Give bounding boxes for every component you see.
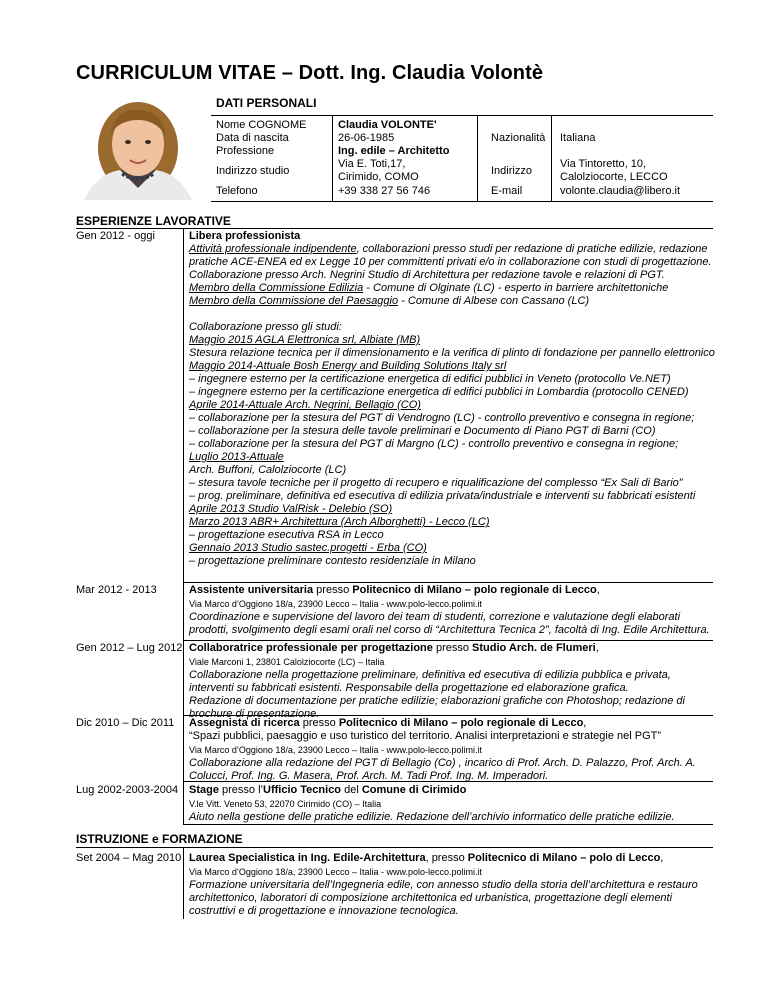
entry-title: Collaboratrice professionale per progettazione [189, 642, 433, 654]
study-address-line-2: Cirimido, COMO [338, 171, 419, 183]
entry-text: Maggio 2015 AGLA Elettronica srl, Albiate (MB) [189, 334, 421, 346]
entry-text: Colucci, Prof. Ing. G. Masera, Prof. Arch. M. Tadi Prof. Ing. M. Imperadori. [189, 770, 549, 782]
address-line-1: Via Tintoretto, 10, [560, 158, 647, 170]
entry-address: V.le Vitt. Veneto 53, 22070 Cirimido (CO) – Italia [189, 799, 382, 809]
entry-title: Comune di Cirimido [361, 784, 467, 796]
experience-date: Gen 2012 – Lug 2012 [76, 642, 183, 654]
entry-text: Collaborazione alla redazione del PGT di Bellagio (Co) , incarico di Prof. Arch. D. Palazzo, Prof. Arch. A. [189, 757, 696, 769]
entry-text: Collaborazione presso Arch. Negrini Studio di Architettura per redazione tavole e relazioni di PGT. [189, 269, 665, 281]
entry-text: Membro della Commissione Edilizia [189, 282, 364, 294]
address-line-2: Calolziocorte, LECCO [560, 171, 668, 183]
name-label: Nome COGNOME [216, 119, 307, 131]
entry-text: – collaborazione per la stesura delle tavole preliminari e Documento di Piano PGT di Barni (CO) [189, 425, 656, 437]
entry-address: Via Marco d’Oggiono 18/a, 23900 Lecco – Italia - www.polo-lecco.polimi.it [189, 867, 482, 877]
phone-value: +39 338 27 56 746 [338, 185, 431, 197]
entry-text: Aiuto nella gestione delle pratiche edilizie. Redazione dell’archivio informatico delle pratiche edilizie. [189, 811, 675, 823]
entry-text: Membro della Commissione del Paesaggio [189, 295, 399, 307]
entry-text: – ingegnere esterno per la certificazione energetica di edifici pubblici in Lombardia (protocollo CENED) [189, 386, 689, 398]
experience-entry [189, 230, 715, 568]
entry-title: Studio Arch. de Flumeri [472, 642, 596, 654]
entry-text: – stesura tavole tecniche per il progetto di recupero e riqualificazione del complesso “Ex Sali di Bario” [189, 477, 683, 489]
profession-value: Ing. edile – Architetto [338, 145, 450, 157]
entry-text: – progettazione esecutiva RSA in Lecco [189, 529, 384, 541]
section-divider [76, 228, 713, 229]
entry-text: – progettazione preliminare contesto residenziale in Milano [189, 555, 476, 567]
name-value: Claudia VOLONTE' [338, 119, 437, 131]
entry-text: Luglio 2013-Attuale [189, 451, 284, 463]
row-divider [183, 781, 713, 782]
entry-text: – collaborazione per la stesura del PGT di Margno (LC) - controllo preventivo e consegna in regione; [189, 438, 679, 450]
profile-photo [76, 96, 200, 200]
entry-text: brochure di presentazione. [189, 708, 320, 720]
experience-entry [189, 717, 711, 783]
entry-text: Collaborazione presso gli studi: [189, 321, 342, 333]
phone-label: Telefono [216, 185, 258, 197]
education-date: Set 2004 – Mag 2010 [76, 852, 182, 864]
personal-data-heading: DATI PERSONALI [216, 96, 317, 110]
entry-text: Arch. Buffoni, Calolziocorte (LC) [189, 464, 347, 476]
entry-title: del [341, 784, 362, 796]
birth-label: Data di nascita [216, 132, 289, 144]
experience-entry [189, 784, 711, 824]
nationality-value: Italiana [560, 132, 596, 144]
experience-heading: ESPERIENZE LAVORATIVE [76, 214, 231, 228]
entry-text: Collaborazione nella progettazione preliminare, definitiva ed esecutiva di edilizia pubblica e privata, [189, 669, 671, 681]
entry-title: , [660, 852, 664, 864]
entry-text: prodotti, svolgimento degli esami orali nel corso di “Architettura Tecnica 2”, facoltà di Ing. Edile Architettura. [189, 624, 710, 636]
experience-date: Dic 2010 – Dic 2011 [76, 717, 175, 729]
entry-text: Formazione universitaria dell’Ingegneria edile, con annesso studio della storia dell’architettura e restauro [189, 879, 698, 891]
email-value: volonte.claudia@libero.it [560, 185, 681, 197]
entry-title: Assegnista di ricerca [189, 717, 300, 729]
entry-text: pratiche ACE-ENEA ed ex Legge 10 per committenti privati e/o in collaborazione con studi di progettazione. [189, 256, 712, 268]
entry-text: – collaborazione per la stesura del PGT di Vendrogno (LC) - controllo preventivo e consegna in regione; [189, 412, 695, 424]
experience-date: Gen 2012 - oggi [76, 230, 155, 242]
entry-text: Coordinazione e supervisione del lavoro dei team di studenti, correzione e valutazione degli elaborati [189, 611, 681, 623]
entry-text: Stesura relazione tecnica per il dimensionamento e la verifica di plinto di fondazione per pannello elettronico [189, 347, 715, 359]
entry-title: presso [313, 584, 353, 596]
email-label: E-mail [491, 185, 523, 197]
entry-title: presso l’ [218, 784, 263, 796]
row-divider [183, 582, 713, 583]
entry-title: , [583, 717, 587, 729]
entry-text: Attività professionale indipendente [189, 243, 357, 255]
entry-title: , presso [425, 852, 468, 864]
personal-data-table [211, 115, 713, 202]
experience-entry [189, 584, 711, 637]
education-entry [189, 852, 711, 918]
profession-label: Professione [216, 145, 275, 157]
entry-text: – ingegnere esterno per la certificazione energetica di edifici pubblici in Veneto (protocollo Ve.NET) [189, 373, 671, 385]
education-column-rule [183, 847, 184, 919]
experience-date: Lug 2002-2003-2004 [76, 784, 179, 796]
entry-text: Marzo 2013 ABR+ Architettura (Arch Alborghetti) - Lecco (LC) [189, 516, 490, 528]
entry-subtitle: “Spazi pubblici, paesaggio e uso turistico del territorio. Analisi interpretazioni e strategie nel PGT” [189, 730, 662, 742]
entry-text: - Comune di Olginate (LC) - esperto in barriere architettoniche [363, 282, 669, 294]
entry-title: , [595, 642, 599, 654]
entry-title: Libera professionista [189, 230, 301, 242]
entry-address: Via Marco d’Oggiono 18/a, 23900 Lecco – Italia - www.polo-lecco.polimi.it [189, 745, 482, 755]
entry-text: Redazione di documentazione per pratiche edilizie; elaborazioni grafiche con Photoshop; redazione di [189, 695, 685, 707]
entry-title: , [596, 584, 600, 596]
study-address-label: Indirizzo studio [216, 165, 290, 177]
entry-address: Via Marco d’Oggiono 18/a, 23900 Lecco – Italia - www.polo-lecco.polimi.it [189, 599, 482, 609]
entry-title: Politecnico di Milano – polo di Lecco [467, 852, 661, 864]
experience-date: Mar 2012 - 2013 [76, 584, 157, 596]
entry-title: Politecnico di Milano – polo regionale di Lecco [338, 717, 584, 729]
entry-title: Politecnico di Milano – polo regionale di Lecco [352, 584, 597, 596]
study-address-line-1: Via E. Toti,17, [338, 158, 406, 170]
section-divider [76, 847, 713, 848]
experience-column-rule [183, 228, 184, 825]
nationality-label: Nazionalità [491, 132, 546, 144]
entry-text: architettonico, laboratori di composizione architettonica ed urbanistica, progettazione degli elementi [189, 892, 673, 904]
entry-text: Maggio 2014-Attuale Bosh Energy and Building Solutions Italy srl [189, 360, 507, 372]
birth-value: 26-06-1985 [338, 132, 395, 144]
entry-text: , collaborazioni presso studi per redazione di pratiche edilizie, redazione [356, 243, 708, 255]
row-divider [183, 715, 713, 716]
address-label: Indirizzo [491, 165, 532, 177]
entry-text: costruttivi e di progettazione e innovazione tecnologica. [189, 905, 459, 917]
entry-text: Gennaio 2013 Studio sastec.progetti - Erba (CO) [189, 542, 427, 554]
entry-title: presso [299, 717, 339, 729]
entry-title: Ufficio Tecnico [263, 784, 342, 796]
education-heading: ISTRUZIONE e FORMAZIONE [76, 832, 243, 846]
page-title: CURRICULUM VITAE – Dott. Ing. Claudia Volontè [76, 62, 544, 84]
entry-text: Aprile 2014-Attuale Arch. Negrini, Bellagio (CO) [189, 399, 421, 411]
entry-title: Stage [189, 784, 219, 796]
entry-address: Viale Marconi 1, 23801 Calolziocorte (LC) – Italia [189, 657, 385, 667]
entry-title: presso [432, 642, 473, 654]
entry-text: Aprile 2013 Studio ValRisk - Delebio (SO) [189, 503, 393, 515]
row-divider [183, 824, 713, 825]
entry-title: Laurea Specialistica in Ing. Edile-Architettura [189, 852, 426, 864]
entry-title: Assistente universitaria [189, 584, 314, 596]
entry-text: – prog. preliminare, definitiva ed esecutiva di edilizia privata/industriale e interventi su fabbricati esistenti [189, 490, 696, 502]
entry-text: interventi su fabbricati esistenti. Responsabile della progettazione ed elaborazione grafica. [189, 682, 629, 694]
experience-entry [189, 642, 711, 721]
entry-text: - Comune di Albese con Cassano (LC) [398, 295, 590, 307]
row-divider [183, 640, 713, 641]
